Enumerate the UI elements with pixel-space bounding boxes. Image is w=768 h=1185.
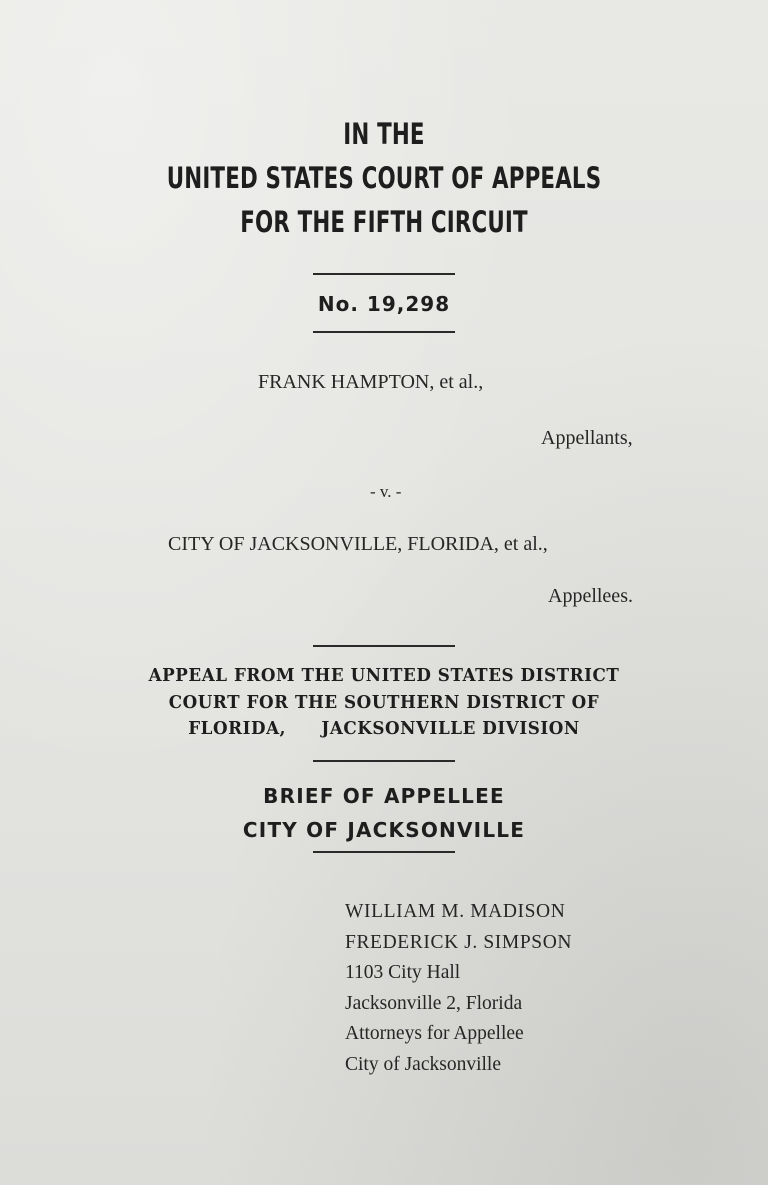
brief-title	[0, 779, 768, 847]
attorney-address-2: Jacksonville 2, Florida	[345, 992, 523, 1014]
court-heading-line-1: IN THE	[343, 117, 425, 151]
appeal-from-state: FLORIDA,	[188, 718, 287, 739]
attorney-role-1: Attorneys for Appellee	[345, 1023, 524, 1044]
divider-rule	[313, 273, 455, 275]
brief-title-line-2: CITY OF JACKSONVILLE	[242, 818, 526, 842]
appeal-from-division: JACKSONVILLE DIVISION	[321, 718, 580, 739]
appeal-from-line-1: APPEAL FROM THE UNITED STATES DISTRICT	[148, 665, 620, 686]
divider-rule	[313, 331, 455, 333]
divider-rule	[313, 851, 455, 853]
attorney-address-1: 1103 City Hall	[345, 962, 461, 983]
divider-rule	[313, 760, 455, 762]
appeal-from-line-3	[27, 716, 741, 743]
appellant-role: Appellants,	[541, 427, 633, 449]
case-number: No. 19,298	[317, 292, 451, 316]
court-heading	[69, 112, 699, 244]
appeal-from-line-2: COURT FOR THE SOUTHERN DISTRICT OF	[168, 691, 600, 713]
attorney-role-2: City of Jacksonville	[345, 1053, 501, 1075]
brief-title-line-1: BRIEF OF APPELLEE	[263, 784, 505, 808]
versus-label: - v. -	[370, 482, 402, 501]
court-heading-line-2: UNITED STATES COURT OF APPEALS	[166, 161, 602, 195]
attorney-name-2: FREDERICK J. SIMPSON	[345, 931, 573, 953]
appellee-name: CITY OF JACKSONVILLE, FLORIDA, et al.,	[168, 533, 548, 555]
appellant-name: FRANK HAMPTON, et al.,	[258, 371, 484, 393]
attorney-name-1: WILLIAM M. MADISON	[345, 901, 566, 922]
appeal-from-block	[27, 663, 741, 743]
attorneys-block	[345, 897, 572, 1080]
appellee-role: Appellees.	[548, 585, 633, 607]
court-heading-line-3: FOR THE FIFTH CIRCUIT	[240, 205, 528, 239]
divider-rule	[313, 645, 455, 647]
